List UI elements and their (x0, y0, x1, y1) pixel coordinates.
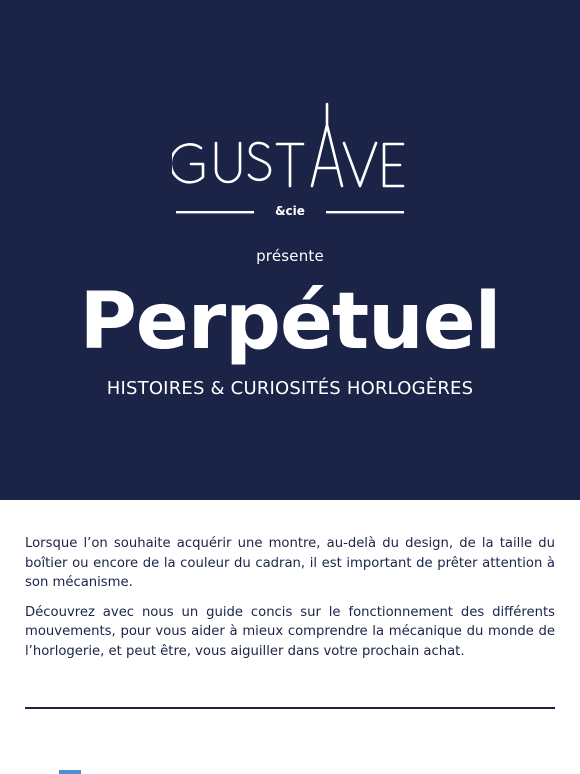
intro-text (25, 534, 555, 671)
logo-tagline: &cie (275, 204, 305, 218)
intro-paragraph: Lorsque l’on souhaite acquérir une montre, au-delà du design, de la taille du boîtier ou encore de la couleur du cadran, il est important de prêter attention à son mécanisme. (25, 536, 555, 590)
publication-subtitle: HISTOIRES & CURIOSITÉS HORLOGÈRES (106, 378, 474, 399)
publication-title: Perpétuel (79, 277, 501, 367)
presents-label: présente (256, 247, 324, 265)
section-divider (25, 707, 555, 709)
partial-image (59, 770, 81, 774)
gustave-logo (172, 100, 408, 222)
intro-paragraph: Découvrez avec nous un guide concis sur le fonctionnement des différents mouvements, pour vous aider à mieux comprendre la mécanique du monde de l’horlogerie, et peut être, vous aiguiller dans votre prochain achat. (25, 604, 555, 659)
logo-wordmark (172, 100, 173, 101)
